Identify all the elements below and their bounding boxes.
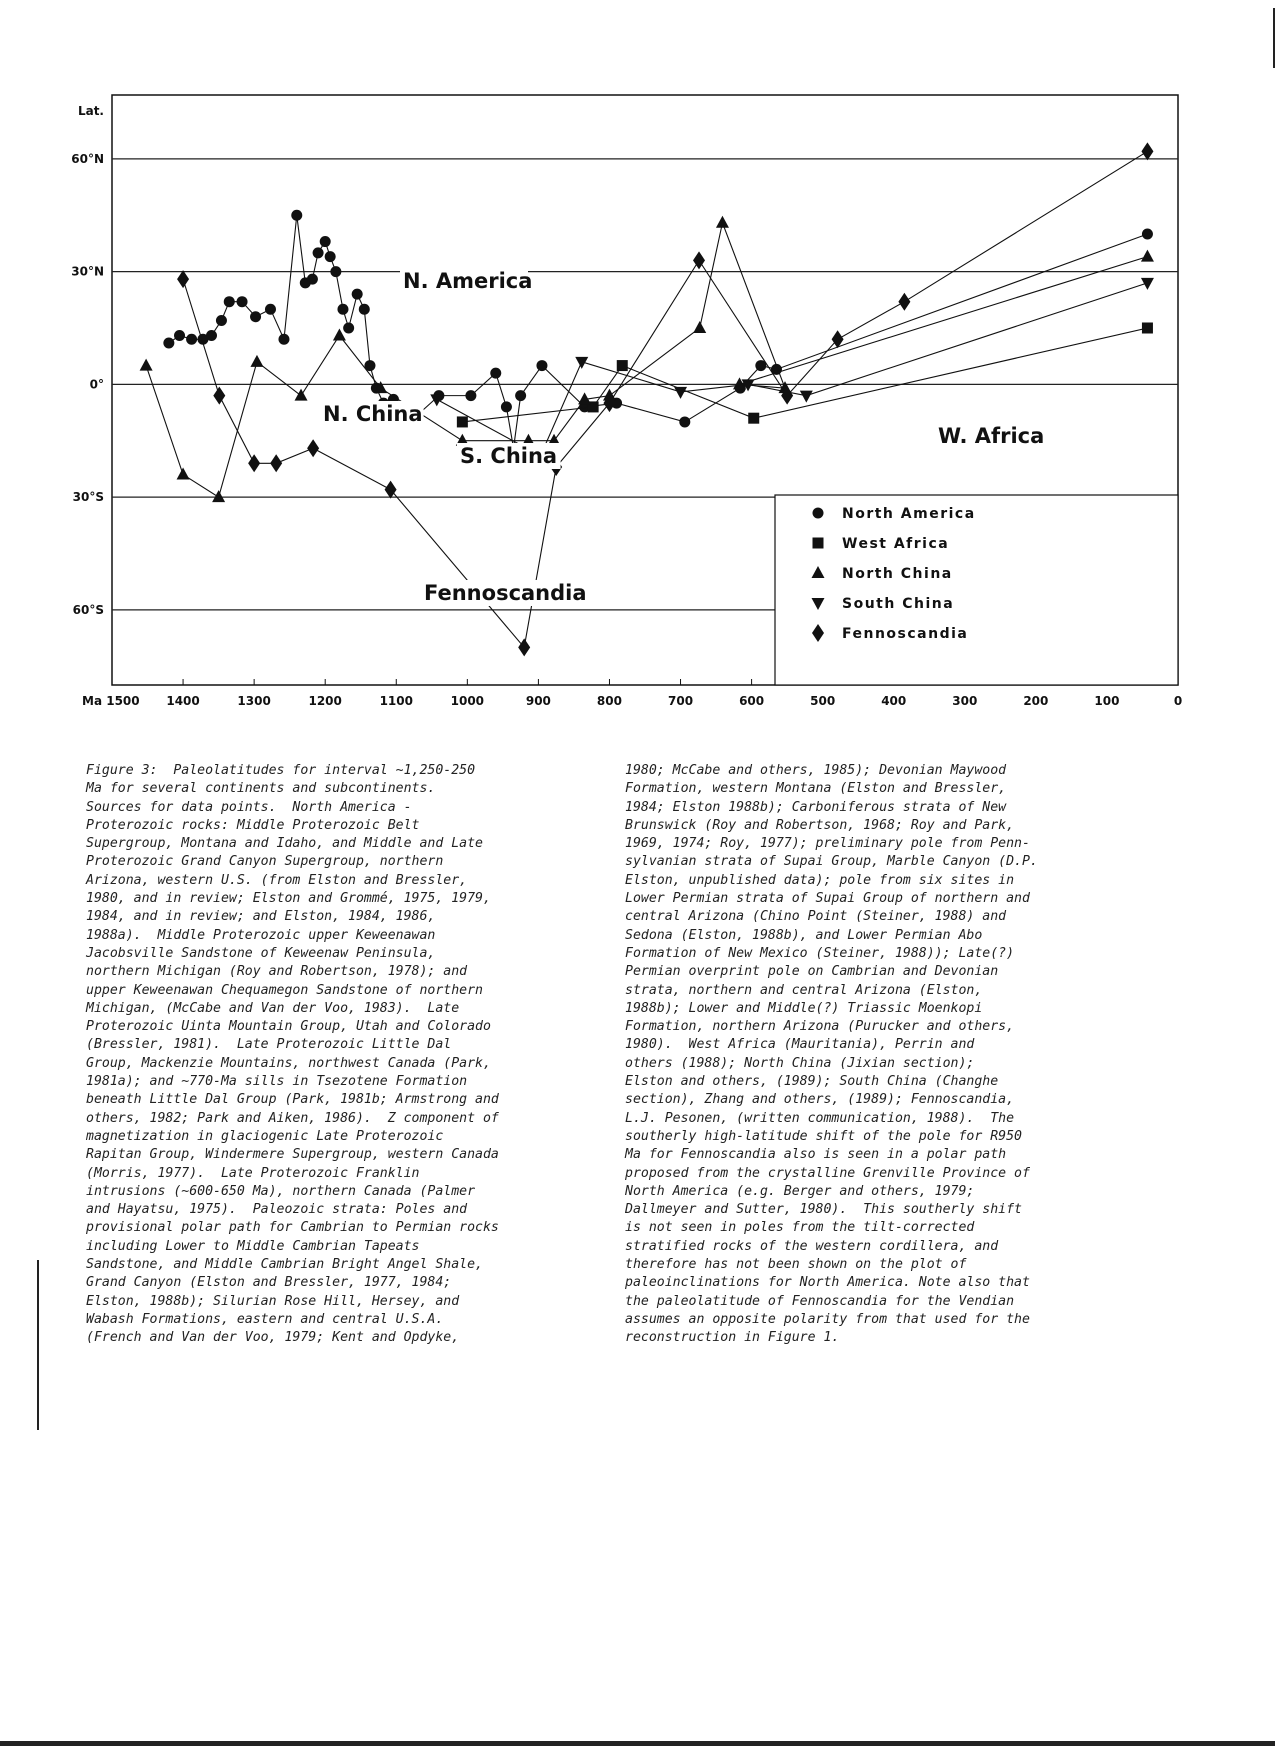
annotation-label: W. Africa: [938, 424, 1045, 448]
x-tick-label: Ma 1500: [82, 694, 140, 708]
data-point-west-africa: [748, 413, 759, 424]
data-point-north-america: [343, 322, 354, 333]
data-point-north-china: [250, 355, 263, 367]
paleolatitude-chart: [0, 0, 1275, 740]
x-tick-label: 300: [952, 694, 978, 708]
data-point-north-china: [716, 216, 729, 228]
legend-marker: [813, 538, 824, 549]
data-point-north-china: [177, 468, 190, 480]
y-axis-label: Lat.: [77, 104, 104, 118]
data-point-south-china: [800, 391, 813, 403]
data-point-fennoscandia: [518, 638, 530, 656]
data-point-fennoscandia: [270, 454, 282, 472]
y-tick-label: 60°S: [72, 602, 104, 617]
data-point-north-america: [679, 416, 690, 427]
y-tick-label: 30°S: [72, 490, 104, 505]
y-tick-label: 0°: [89, 377, 104, 392]
x-tick-label: 1100: [379, 694, 413, 708]
data-point-west-africa: [617, 360, 628, 371]
bottom-edge-rule: [0, 1741, 1275, 1746]
data-point-north-america: [1142, 229, 1153, 240]
annotation-label: Fennoscandia: [424, 581, 587, 605]
left-margin-rule: [37, 1260, 39, 1430]
x-tick-label: 1000: [450, 694, 485, 708]
data-point-north-america: [325, 251, 336, 262]
data-point-fennoscandia: [177, 270, 189, 288]
data-point-north-america: [501, 401, 512, 412]
legend-marker: [813, 508, 824, 519]
x-tick-label: 800: [596, 694, 622, 708]
legend-label: North America: [842, 506, 976, 522]
annotation-label: N. China: [323, 402, 423, 426]
data-point-north-china: [1141, 250, 1154, 262]
data-point-north-america: [186, 334, 197, 345]
data-point-north-america: [313, 247, 324, 258]
legend-box: [775, 495, 1178, 685]
x-tick-label: 200: [1023, 694, 1049, 708]
caption-left-column: Figure 3: Paleolatitudes for interval ~1,250-250 Ma for several continents and subcontinents. Sources for data points. North America - Proterozoic rocks: Middle Proterozoic Belt Supergroup, Montana and Idaho, and Middle and Late Proterozoic Grand Canyon Supergroup, northern Arizona, western U.S. (from Elston and Bressler, 1980, and in review; Elston and Grommé, 1975, 1979, 1984, and in review; and Elston, 1984, 1986, 1988a). Middle Proterozoic upper Keweenawan Jacobsville Sandstone of Keweenaw Peninsula, northern Michigan (Roy and Robertson, 1978); and upper Keweenawan Chequamegon Sandstone of northern Michigan, (McCabe and Van der Voo, 1983). Late Proterozoic Uinta Mountain Group, Utah and Colorado (Bressler, 1981). Late Proterozoic Little Dal Group, Mackenzie Mountains, northwest Canada (Park, 1981a); and ~770-Ma sills in Tsezotene Formation beneath Little Dal Group (Park, 1981b; Armstrong and others, 1982; Park and Aiken, 1986). Z component of magnetization in glaciogenic Late Proterozoic Rapitan Group, Windermere Supergroup, western Canada (Morris, 1977). Late Proterozoic Franklin intrusions (~600-650 Ma), northern Canada (Palmer and Hayatsu, 1975). Paleozoic strata: Poles and provisional polar path for Cambrian to Permian rocks including Lower to Middle Cambrian Tapeats Sandstone, and Middle Cambrian Bright Angel Shale, Grand Canyon (Elston and Bressler, 1977, 1984; Elston, 1988b); Silurian Rose Hill, Hersey, and Wabash Formations, eastern and central U.S.A. (French and Van der Voo, 1979; Kent and Opdyke,: [86, 763, 499, 1346]
chart-svg: [0, 0, 1275, 740]
data-point-north-america: [216, 315, 227, 326]
data-point-west-africa: [1142, 322, 1153, 333]
data-point-north-america: [174, 330, 185, 341]
data-point-north-america: [490, 368, 501, 379]
legend-label: Fennoscandia: [842, 626, 969, 642]
data-point-north-america: [337, 304, 348, 315]
annotation-label: N. America: [403, 269, 533, 293]
data-point-fennoscandia: [248, 454, 260, 472]
data-point-north-america: [320, 236, 331, 247]
x-tick-label: 1300: [237, 694, 271, 708]
series-line-north-china: [146, 223, 1147, 497]
x-tick-label: 700: [668, 694, 694, 708]
data-point-north-america: [250, 311, 261, 322]
data-point-north-america: [224, 296, 235, 307]
data-point-north-america: [359, 304, 370, 315]
data-point-north-america: [291, 210, 302, 221]
data-point-north-china: [693, 321, 706, 333]
data-point-north-america: [206, 330, 217, 341]
caption-right-column: 1980; McCabe and others, 1985); Devonian Maywood Formation, western Montana (Elston and Bressler, 1984; Elston 1988b); Carboniferous strata of New Brunswick (Roy and Robertson, 1968; Roy and Park, 1969, 1974; Roy, 1977); preliminary pole from Penn- sylvanian strata of Supai Group, Marble Canyon (D.P. Elston, unpublished data); pole from six sites in Lower Permian strata of Supai Group of northern and central Arizona (Chino Point (Steiner, 1988) and Sedona (Elston, 1988b), and Lower Permian Abo Formation of New Mexico (Steiner, 1988)); Late(?) Permian overprint pole on Cambrian and Devonian strata, northern and central Arizona (Elston, 1988b); Lower and Middle(?) Triassic Moenkopi Formation, northern Arizona (Purucker and others, 1980). West Africa (Mauritania), Perrin and others (1988); North China (Jixian section); Elston and others, (1989); South China (Changhe section), Zhang and others, (1989); Fennoscandia, L.J. Pesonen, (written communication, 1988). The southerly high-latitude shift of the pole for R950 Ma for Fennoscandia also is seen in a polar path proposed from the crystalline Grenville Province of North America (e.g. Berger and others, 1979; Dallmeyer and Sutter, 1980). This southerly shift is not seen in poles from the tilt-corrected stratified rocks of the western cordillera, and therefore has not been shown on the plot of paleoinclinations for North America. Note also that the paleolatitude of Fennoscandia for the Vendian assumes an opposite polarity from that used for the reconstruction in Figure 1.: [625, 763, 1038, 1346]
data-point-fennoscandia: [213, 387, 225, 405]
x-tick-label: 1200: [308, 694, 342, 708]
x-tick-label: 400: [881, 694, 907, 708]
annotation-label: S. China: [460, 444, 558, 468]
data-point-north-america: [163, 338, 174, 349]
data-point-north-america: [237, 296, 248, 307]
data-point-west-africa: [457, 416, 468, 427]
y-tick-label: 30°N: [71, 264, 104, 279]
x-tick-label: 600: [739, 694, 765, 708]
data-point-north-america: [278, 334, 289, 345]
x-tick-label: 0: [1173, 694, 1183, 708]
data-point-north-china: [295, 389, 308, 401]
data-point-north-america: [330, 266, 341, 277]
x-tick-label: 1400: [166, 694, 200, 708]
data-point-fennoscandia: [1141, 142, 1153, 160]
data-point-south-china: [674, 387, 687, 399]
data-point-north-america: [265, 304, 276, 315]
x-tick-label: 500: [810, 694, 836, 708]
legend-label: West Africa: [842, 536, 950, 552]
data-point-north-america: [307, 274, 318, 285]
data-point-north-america: [465, 390, 476, 401]
legend-label: South China: [842, 596, 955, 612]
data-point-north-china: [140, 359, 153, 371]
data-point-fennoscandia: [898, 293, 910, 311]
y-tick-label: 60°N: [71, 151, 104, 166]
data-point-north-china: [212, 490, 225, 502]
data-point-north-america: [515, 390, 526, 401]
data-point-fennoscandia: [307, 439, 319, 457]
x-tick-label: 100: [1094, 694, 1120, 708]
data-point-north-america: [536, 360, 547, 371]
data-point-fennoscandia: [385, 481, 397, 499]
legend-label: North China: [842, 566, 953, 582]
data-point-north-america: [352, 289, 363, 300]
x-tick-label: 900: [525, 694, 551, 708]
